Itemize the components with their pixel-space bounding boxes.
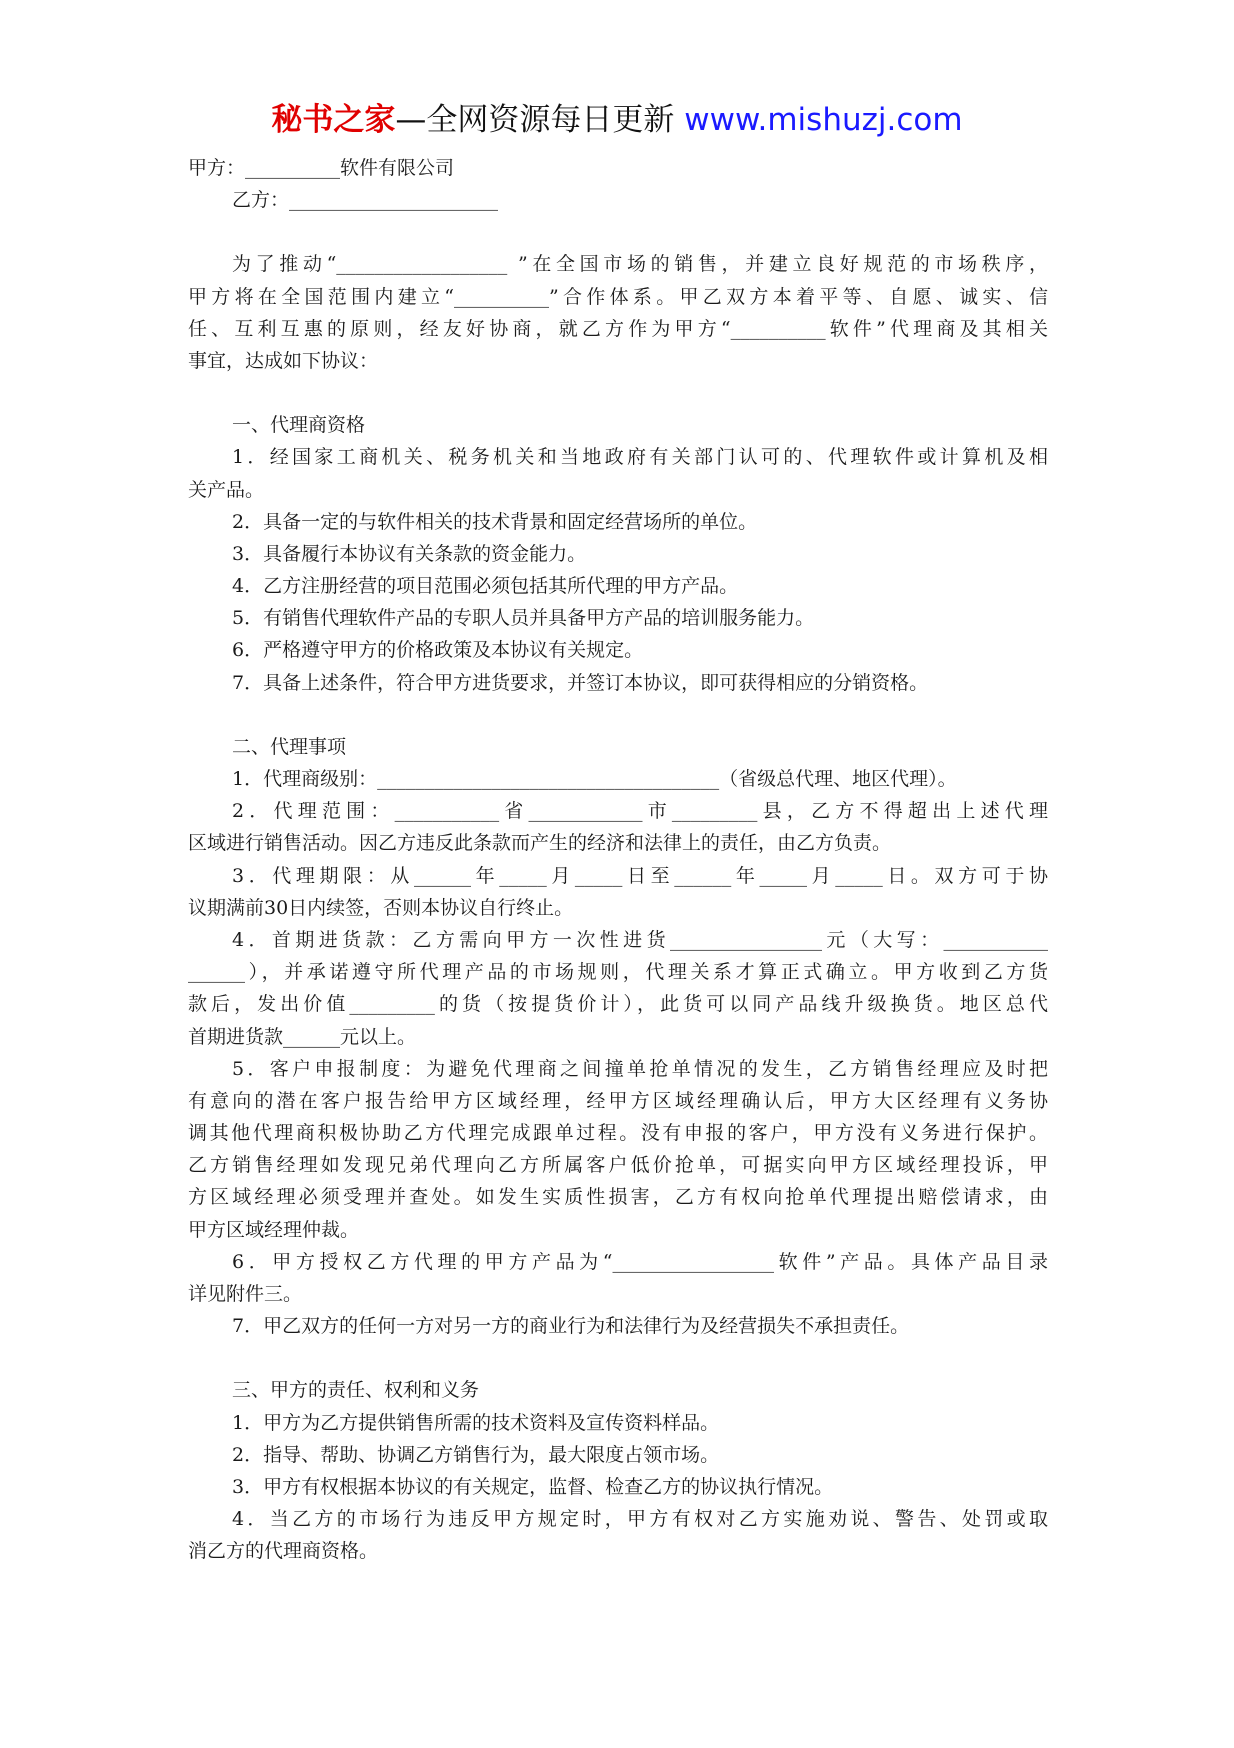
clause-line: 7．甲乙双方的任何一方对另一方的商业行为和法律行为及经营损失不承担责任。 [232, 1315, 910, 1338]
spacer [188, 1342, 1048, 1374]
clause-line: 方区域经理必须受理并查处。如发生实质性损害，乙方有权向抢单代理提出赔偿请求，由 [188, 1186, 1048, 1209]
clause-line: 4．当乙方的市场行为违反甲方规定时，甲方有权对乙方实施劝说、警告、处罚或取 [232, 1508, 1048, 1531]
clause-line: 3．甲方有权根据本协议的有关规定，监督、检查乙方的协议执行情况。 [232, 1475, 834, 1498]
header-tagline: —全网资源每日更新 [395, 102, 685, 138]
spacer [188, 699, 1048, 731]
clause-line: 6．甲方授权乙方代理的甲方产品为“_________________软件”产品。具体产品目录 [232, 1250, 1048, 1273]
section-title: 三、甲方的责任、权利和义务 [232, 1379, 480, 1402]
clause-line: 4．乙方注册经营的项目范围必须包括其所代理的甲方产品。 [232, 575, 739, 598]
clause-line: 1．甲方为乙方提供销售所需的技术资料及宣传资料样品。 [232, 1411, 720, 1434]
clause-line: 6．严格遵守甲方的价格政策及本协议有关规定。 [232, 639, 644, 662]
clause-line: 议期满前30日内续签，否则本协议自行终止。 [188, 896, 574, 919]
party-yi: 乙方：______________________ [232, 189, 499, 212]
section-1 [188, 409, 1048, 699]
clause-line: 3．具备履行本协议有关条款的资金能力。 [232, 542, 587, 565]
clause-line: 详见附件三。 [188, 1283, 303, 1305]
preamble-line: 任、互利互惠的原则，经友好协商，就乙方作为甲方“__________软件”代理商及其相关 [188, 317, 1048, 340]
clause-line: 款后，发出价值_________的货（按提货价计），此货可以同产品线升级换货。地区总代 [188, 993, 1048, 1016]
preamble-line: 为了推动“__________________ ”在全国市场的销售，并建立良好规范的市场秩序， [232, 253, 1048, 276]
clause-line: 1．代理商级别：____________________________________（省级总代理、地区代理）。 [232, 768, 957, 790]
clause-line: 消乙方的代理商资格。 [188, 1540, 379, 1563]
clause-line: 甲方区域经理仲裁。 [188, 1218, 360, 1241]
section-title: 一、代理商资格 [232, 414, 366, 437]
clause-line: 区域进行销售活动。因乙方违反此条款而产生的经济和法律上的责任，由乙方负责。 [188, 832, 892, 855]
section-3 [188, 1374, 1048, 1567]
clause-line: 关产品。 [188, 478, 265, 501]
clause-line: 5．有销售代理软件产品的专职人员并具备甲方产品的培训服务能力。 [232, 607, 815, 630]
preamble-line: 甲方将在全国范围内建立“__________”合作体系。甲乙双方本着平等、自愿、诚实、信 [188, 285, 1048, 308]
clause-line: 2．代理范围：___________省____________市_________县，乙方不得超出上述代理 [232, 800, 1048, 823]
preamble-line: 事宜，达成如下协议： [188, 349, 379, 372]
contract-body [188, 152, 1048, 1568]
clause-line: 7．具备上述条件，符合甲方进货要求，并签订本协议，即可获得相应的分销资格。 [232, 671, 929, 694]
section-2 [188, 731, 1048, 1343]
header-brand: 秘书之家 [271, 102, 396, 138]
spacer [188, 377, 1048, 409]
header-url-link[interactable]: www.mishuzj.com [684, 102, 963, 138]
clause-line: 有意向的潜在客户报告给甲方区域经理，经甲方区域经理确认后，甲方大区经理有义务协 [188, 1089, 1048, 1112]
clause-line: 3．代理期限：从______年_____月_____日至______年_____月_____日。双方可于协 [232, 864, 1048, 887]
clause-line: 2．具备一定的与软件相关的技术背景和固定经营场所的单位。 [232, 510, 758, 533]
clause-line: 5．客户申报制度：为避免代理商之间撞单抢单情况的发生，乙方销售经理应及时把 [232, 1057, 1048, 1080]
clause-line: 首期进货款______元以上。 [188, 1025, 417, 1048]
clause-line: 4．首期进货款：乙方需向甲方一次性进货________________元（大写：___________ [232, 928, 1048, 951]
preamble [188, 248, 1048, 377]
clause-line: 调其他代理商积极协助乙方代理完成跟单过程。没有申报的客户，甲方没有义务进行保护。 [188, 1122, 1048, 1145]
site-header [0, 100, 1234, 140]
party-jia: 甲方：__________软件有限公司 [188, 157, 455, 179]
clause-line: 2．指导、帮助、协调乙方销售行为，最大限度占领市场。 [232, 1443, 720, 1466]
section-title: 二、代理事项 [232, 735, 347, 758]
clause-line: ______），并承诺遵守所代理产品的市场规则，代理关系才算正式确立。甲方收到乙方货 [188, 961, 1048, 984]
clause-line: 乙方销售经理如发现兄弟代理向乙方所属客户低价抢单，可据实向甲方区域经理投诉，甲 [188, 1154, 1048, 1177]
clause-line: 1．经国家工商机关、税务机关和当地政府有关部门认可的、代理软件或计算机及相 [232, 446, 1048, 469]
spacer [188, 216, 1048, 248]
